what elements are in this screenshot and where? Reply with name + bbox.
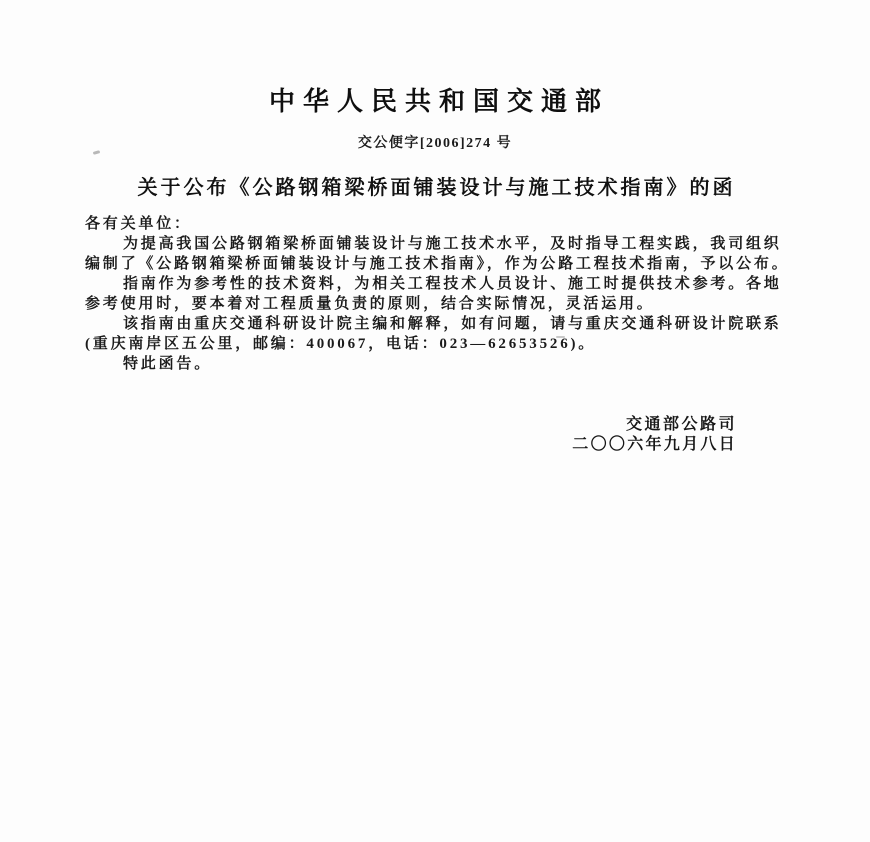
document-subject: 关于公布《公路钢箱梁桥面铺装设计与施工技术指南》的函: [137, 177, 736, 199]
signature-date: 二〇〇六年九月八日: [572, 436, 737, 453]
document-title: 中华人民共和国交通部: [268, 86, 609, 116]
body-line-salutation: 各有关单位：: [85, 216, 192, 232]
document-body: [85, 214, 805, 374]
body-line: (重庆南岸区五公里，邮编：400067，电话：023—62653526)。: [85, 336, 597, 352]
signature-issuer: 交通部公路司: [625, 416, 737, 433]
body-line: 为提高我国公路钢箱梁桥面铺装设计与施工技术水平，及时指导工程实践，我司组织: [123, 236, 782, 252]
signature-block: [572, 415, 737, 455]
body-line: 指南作为参考性的技术资料，为相关工程技术人员设计、施工时提供技术参考。各地: [123, 276, 782, 292]
body-line: 参考使用时，要本着对工程质量负责的原则，结合实际情况，灵活运用。: [85, 296, 655, 312]
body-line: 该指南由重庆交通科研设计院主编和解释，如有问题，请与重庆交通科研设计院联系: [123, 316, 782, 332]
body-line: 编制了《公路钢箱梁桥面铺装设计与施工技术指南》，作为公路工程技术指南，予以公布。: [85, 256, 790, 272]
document-number: 交公便字[2006]274 号: [357, 136, 513, 151]
body-line-closing: 特此函告。: [123, 356, 213, 372]
